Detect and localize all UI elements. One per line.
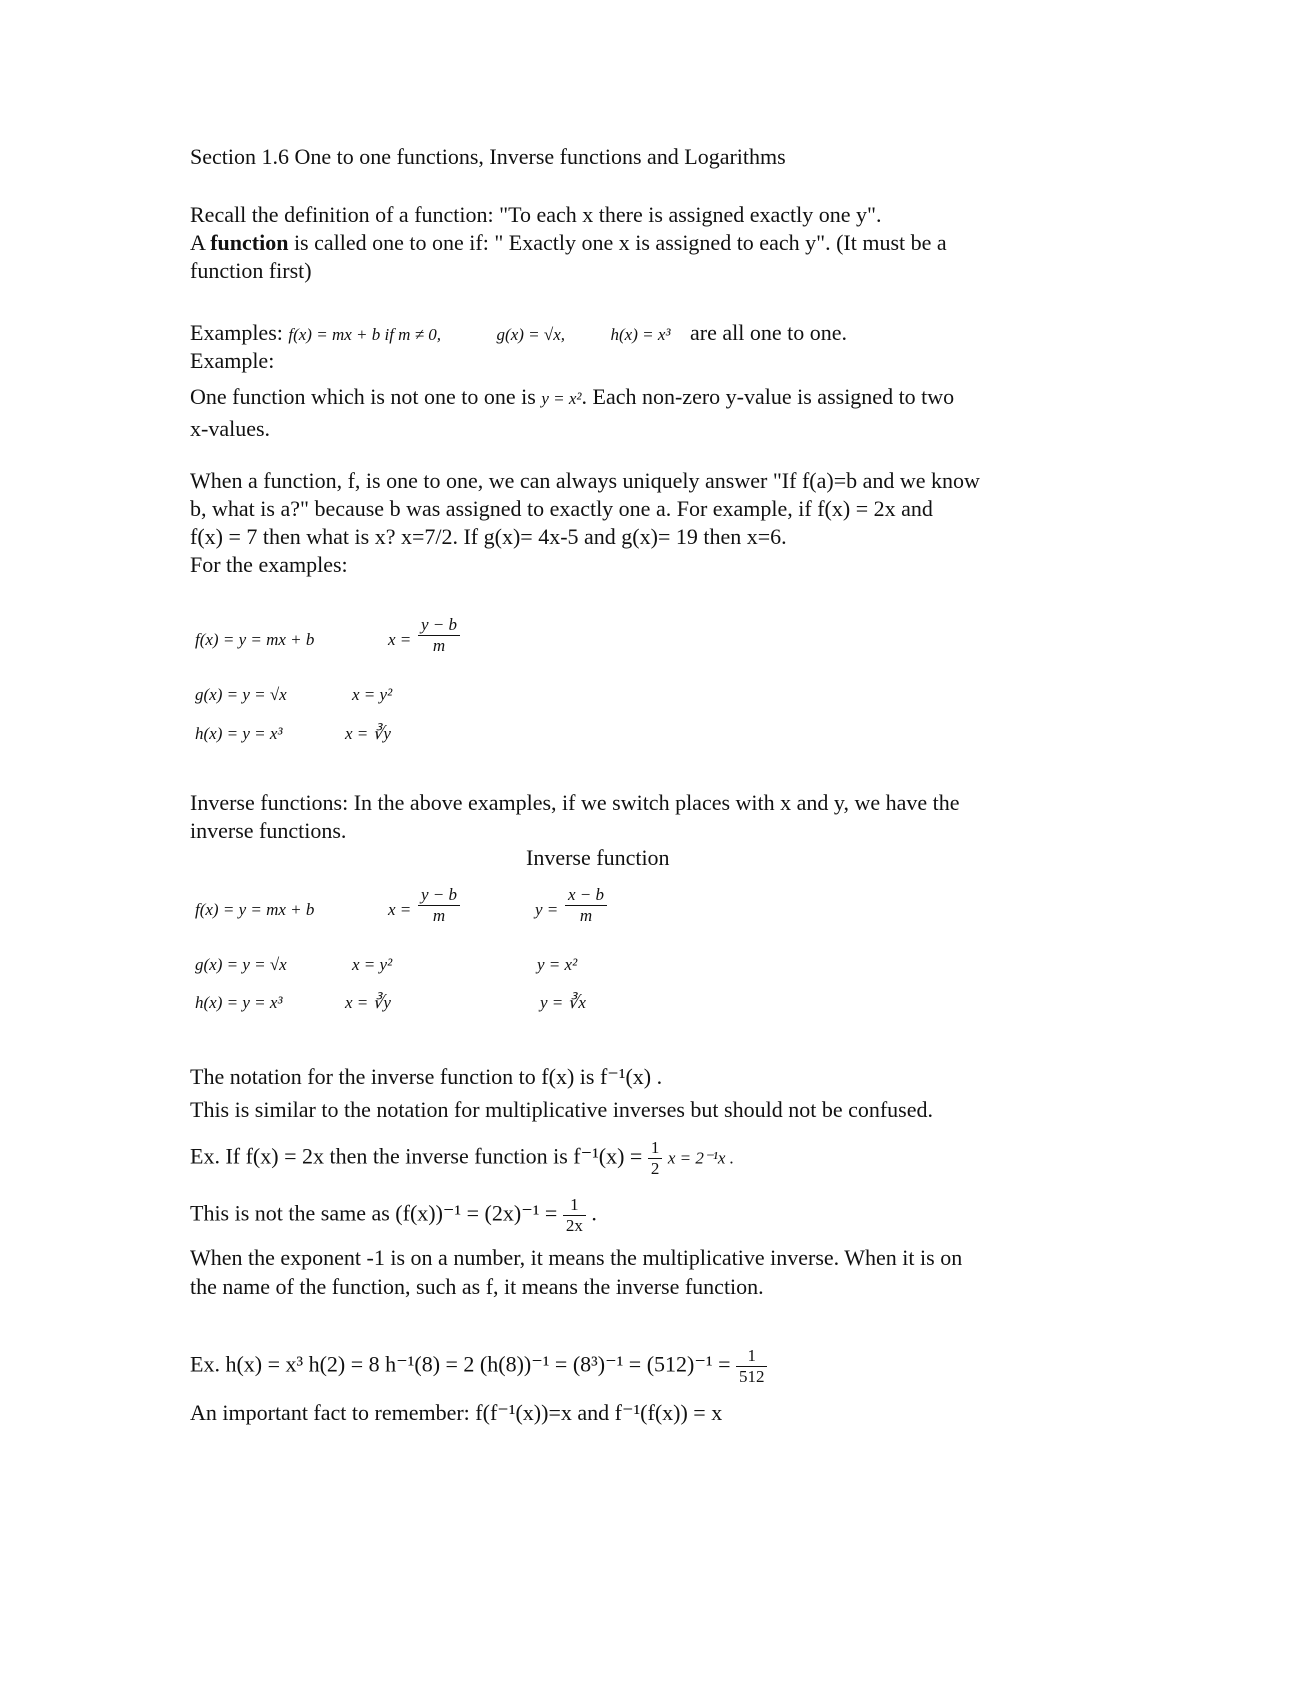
eq2-g: g(x) = y = √x (195, 955, 287, 974)
eq2-f: f(x) = y = mx + b (195, 900, 315, 919)
eq2-f-x: x = (388, 900, 412, 919)
inverse-header: Inverse function (526, 845, 670, 870)
not-one-to-one-cont: x-values. (190, 416, 271, 441)
eq2-h-inv: y = ∛x (540, 993, 586, 1012)
eq-f-frac: $\frac{y - b}{m}$ (418, 615, 460, 656)
notation-example: Ex. If f(x) = 2x then the inverse function is f⁻¹(x) = $\frac{1}{2}$ x = 2⁻¹x . (190, 1138, 734, 1178)
inverse-intro-1: Inverse functions: In the above examples, if we switch places with x and y, we have the (190, 790, 960, 815)
paragraph-line-4: For the examples: (190, 552, 348, 577)
inverse-intro-2: inverse functions. (190, 818, 347, 843)
examples-line: Examples: f(x) = mx + b if m ≠ 0, g(x) = √x, h(x) = x³ are all one to one. (190, 320, 847, 345)
eq-g: g(x) = y = √x (195, 685, 287, 704)
notation-line-2: This is similar to the notation for multiplicative inverses but should not be confused. (190, 1097, 933, 1122)
not-same-line: This is not the same as (f(x))⁻¹ = (2x)⁻¹ = $\frac{1}{2x}$ . (190, 1195, 597, 1235)
eq2-f-inv-y: y = (535, 900, 559, 919)
notation-line-1: The notation for the inverse function to f(x) is f⁻¹(x) . (190, 1064, 663, 1089)
paragraph-line-1: When a function, f, is one to one, we can always uniquely answer "If f(a)=b and we know (190, 468, 980, 493)
example-label: Example: (190, 348, 275, 373)
eq-f-x: x = (388, 630, 412, 649)
eq2-g-x: x = y² (352, 955, 393, 974)
eq-h: h(x) = y = x³ (195, 724, 283, 743)
eq2-g-inv: y = x² (537, 955, 578, 974)
paragraph-line-2: b, what is a?" because b was assigned to exactly one a. For example, if f(x) = 2x and (190, 496, 933, 521)
important-fact: An important fact to remember: f(f⁻¹(x))=x and f⁻¹(f(x)) = x (190, 1400, 723, 1425)
eq2-f-inv-frac: $\frac{x - b}{m}$ (565, 885, 607, 926)
one-to-one-definition: A function is called one to one if: " Exactly one x is assigned to each y". (It must be a (190, 230, 947, 255)
exponent-line-2: the name of the function, such as f, it means the inverse function. (190, 1274, 764, 1299)
recall-text: Recall the definition of a function: "To each x there is assigned exactly one y". (190, 202, 882, 227)
one-to-one-definition-cont: function first) (190, 258, 312, 283)
eq2-h: h(x) = y = x³ (195, 993, 283, 1012)
eq-h-x: x = ∛y (345, 724, 391, 743)
eq-g-x: x = y² (352, 685, 393, 704)
exponent-line-1: When the exponent -1 is on a number, it means the multiplicative inverse. When it is on (190, 1245, 963, 1270)
eq2-f-frac: $\frac{y - b}{m}$ (418, 885, 460, 926)
example-2-line: Ex. h(x) = x³ h(2) = 8 h⁻¹(8) = 2 (h(8))⁻¹ = (8³)⁻¹ = (512)⁻¹ = $\frac{1}{512}$ (190, 1346, 767, 1387)
not-one-to-one-line: One function which is not one to one is y = x². Each non-zero y-value is assigned to two (190, 384, 955, 409)
page-title: Section 1.6 One to one functions, Inverse functions and Logarithms (190, 144, 786, 169)
eq-f: f(x) = y = mx + b (195, 630, 315, 649)
paragraph-line-3: f(x) = 7 then what is x? x=7/2. If g(x)= 4x-5 and g(x)= 19 then x=6. (190, 524, 787, 549)
eq2-h-x: x = ∛y (345, 993, 391, 1012)
